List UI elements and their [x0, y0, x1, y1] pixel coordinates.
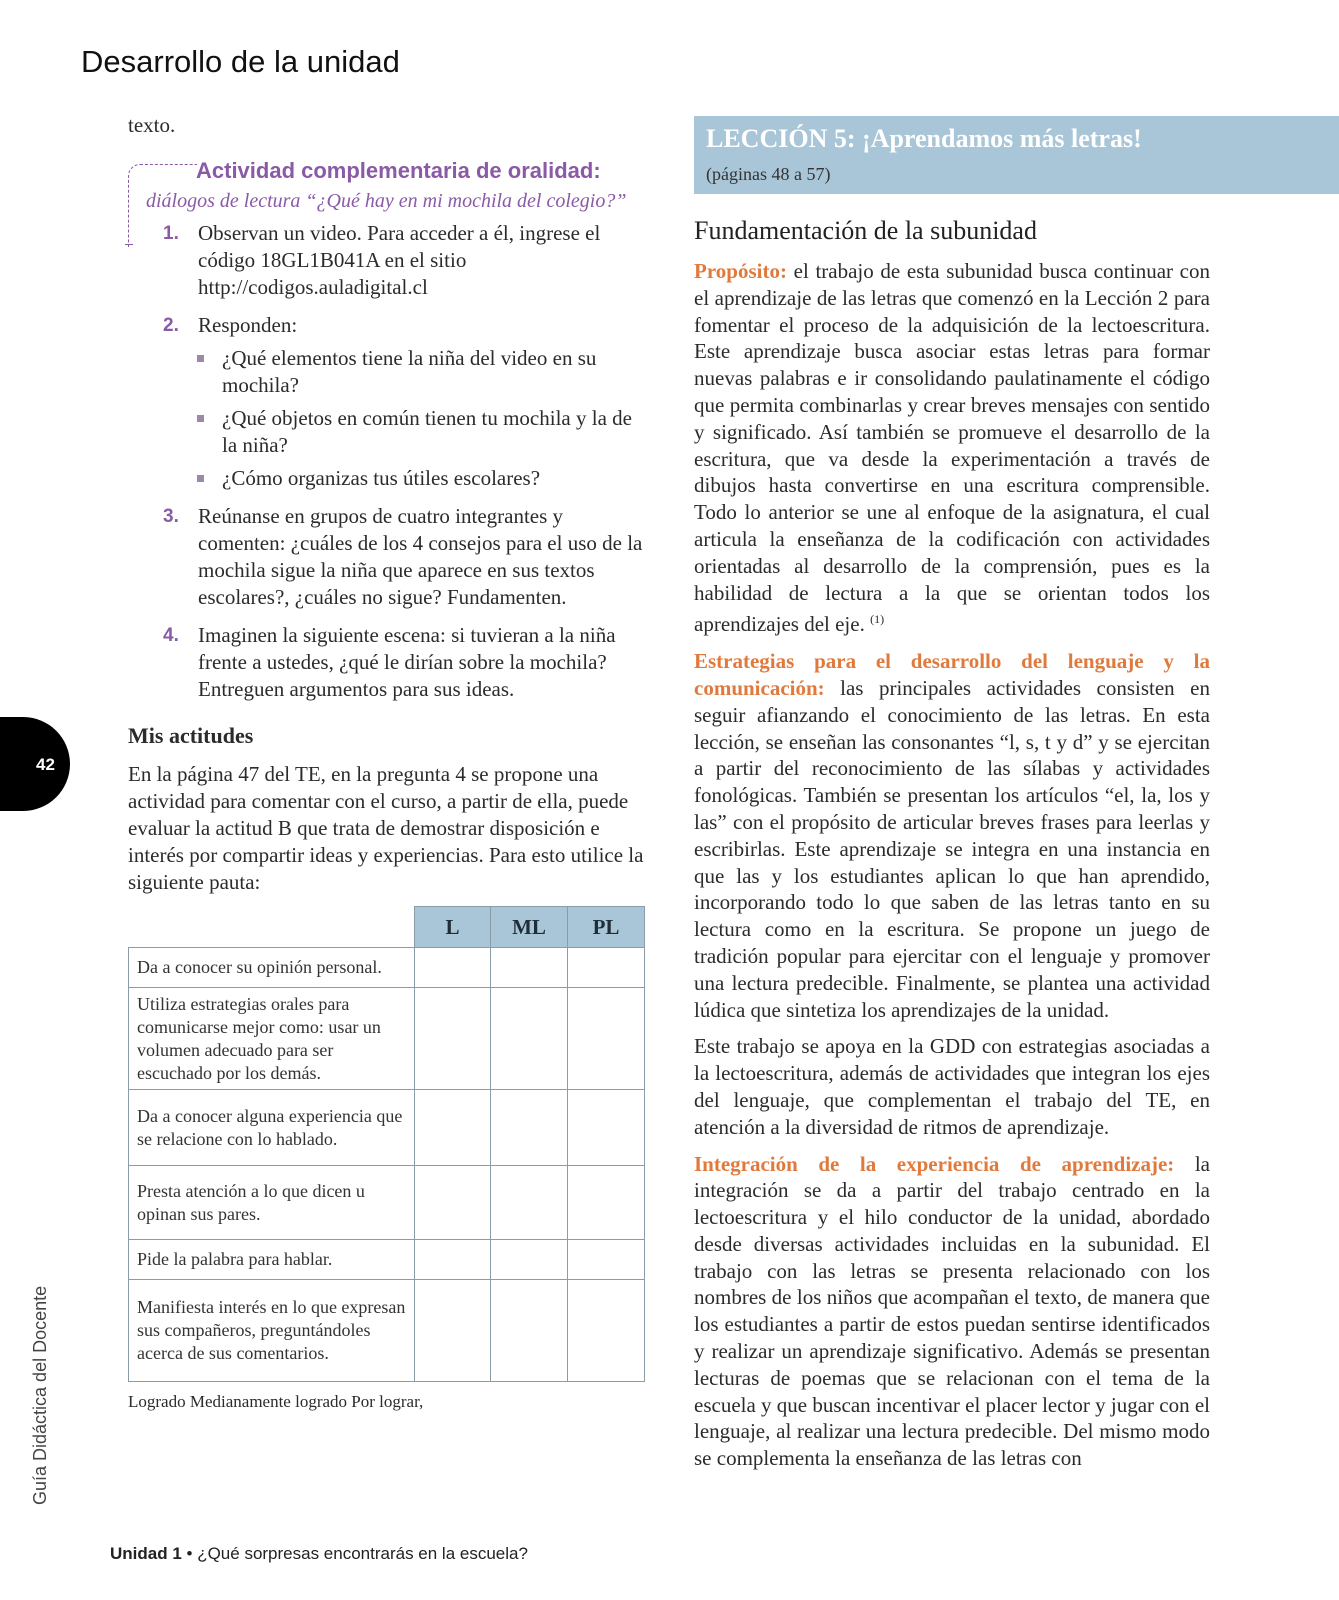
table-header-ml: ML: [491, 907, 568, 948]
label-estrategias: Estrategias para el desarrollo del lenguaje y la comunicación:: [694, 649, 1210, 700]
table-row: [129, 1280, 645, 1382]
table-row: [129, 948, 645, 988]
table-cell: Da a conocer su opinión personal.: [129, 948, 415, 988]
paragraph-gdd: Este trabajo se apoya en la GDD con estrategias asociadas a la lectoescritura, además de actividades que integran los ejes del lenguaje, que complementan el trabajo del TE, en atención a la diversidad de ritmos de aprendizaje.: [694, 1034, 1210, 1139]
lesson-banner: [694, 116, 1339, 194]
table-header-l: L: [415, 907, 491, 948]
bullet-item: [198, 345, 644, 399]
bullet-item: [198, 465, 644, 492]
check-cell[interactable]: [415, 1166, 491, 1240]
paragraph-estrategias: [694, 648, 1210, 1023]
section-title: Fundamentación de la subunidad: [694, 216, 1037, 245]
item-text: Observan un video. Para acceder a él, ingrese el código 18GL1B041A en el sitio http://codigos.auladigital.cl: [198, 221, 601, 299]
page-footer: [110, 1544, 528, 1564]
right-column-text: [694, 258, 1210, 1482]
activity-subtitle: diálogos de lectura “¿Qué hay en mi mochila del colegio?”: [146, 190, 627, 212]
table-cell: Pide la palabra para hablar.: [129, 1240, 415, 1280]
check-cell[interactable]: [491, 1240, 568, 1280]
check-cell[interactable]: [415, 1240, 491, 1280]
table-row: [129, 1090, 645, 1166]
lesson-pages: (páginas 48 a 57): [706, 164, 831, 184]
item-text: Reúnanse en grupos de cuatro integrantes y comenten: ¿cuáles de los 4 consejos para el uso de la mochila sigue la niña que aparece en sus textos escolares?, ¿cuáles no sigue? Fundamenten.: [198, 504, 643, 609]
page-number-tab: [0, 717, 70, 811]
square-bullet-icon: [197, 475, 204, 482]
check-cell[interactable]: [568, 1090, 645, 1166]
check-cell[interactable]: [568, 1240, 645, 1280]
item-text: Imaginen la siguiente escena: si tuvieran a la niña frente a ustedes, ¿qué le dirían sobre la mochila? Entreguen argumentos para sus ideas.: [198, 623, 616, 701]
check-cell[interactable]: [415, 1090, 491, 1166]
item-number: 4.: [163, 625, 179, 646]
check-cell[interactable]: [491, 1090, 568, 1166]
question-bullets: [198, 345, 644, 492]
bullet-text: ¿Cómo organizas tus útiles escolares?: [222, 466, 541, 490]
bullet-item: [198, 405, 644, 459]
bracket-tick: [125, 244, 133, 245]
lesson-title: LECCIÓN 5: ¡Aprendamos más letras!: [706, 124, 1142, 153]
text-integracion: la integración se da a partir del trabajo centrado en la lectoescritura y el hilo conductor de la unidad, abordado desde diversas actividades incluidas en la subunidad. El trabajo con las letras se presenta relacionado con los nombres de los niños que acompañan el texto, de manera que los estudiantes a partir de estos puedan sentirse identificados y realizar un aprendizaje significativo. Además se presentan lecturas de poemas que se relacionan con el tema de la escuela y que buscan incentivar el placer lector y jugar con el lenguaje, al realizar una lectura predecible. Del mismo modo se complementa la enseñanza de las letras con: [694, 1151, 1211, 1471]
check-cell[interactable]: [568, 1166, 645, 1240]
page-header: Desarrollo de la unidad: [81, 44, 400, 79]
check-cell[interactable]: [415, 948, 491, 988]
activity-title: Actividad complementaria de oralidad:: [196, 158, 601, 183]
table-row: [129, 988, 645, 1090]
square-bullet-icon: [197, 415, 204, 422]
footer-title: ¿Qué sorpresas encontrarás en la escuela?: [197, 1544, 528, 1563]
table-header-pl: PL: [568, 907, 645, 948]
intro-text: texto.: [128, 113, 176, 137]
check-cell[interactable]: [415, 988, 491, 1090]
label-proposito: Propósito:: [694, 259, 787, 283]
bullet-text: ¿Qué elementos tiene la niña del video en su mochila?: [222, 346, 597, 397]
check-cell[interactable]: [491, 948, 568, 988]
mis-actitudes-title: Mis actitudes: [128, 723, 254, 748]
check-cell[interactable]: [568, 1280, 645, 1382]
list-item: [146, 503, 644, 611]
mis-actitudes-text: En la página 47 del TE, en la pregunta 4 se propone una actividad para comentar con el curso, a partir de ella, puede evaluar la actitud B que trata de demostrar disposición e interés por compartir ideas y experiencias. Para esto utilice la siguiente pauta:: [128, 762, 644, 894]
item-text: Responden:: [198, 313, 298, 337]
text-proposito: el trabajo de esta subunidad busca continuar con el aprendizaje de las letras que comenzó en la Lección 2 para fomentar el proceso de la adquisición de la lectoescritura. Este aprendizaje busca asociar estas letras para formar nuevas palabras e ir consolidando paulatinamente el código que permita combinarlas y crear breves mensajes con sentido y significado. Así también se promueve el desarrollo de la escritura, que va desde la experimentación a través de dibujos hasta convertirse en una escritura comprensible. Todo lo anterior se une al enfoque de la asignatura, el cual articula la enseñanza de la codificación con actividades orientadas al desarrollo de la comprensión, pues es la habilidad de lectura a la que se orientan todos los aprendizajes del eje.: [694, 259, 1210, 637]
list-item: [146, 220, 644, 301]
item-number: 3.: [163, 506, 179, 527]
square-bullet-icon: [197, 355, 204, 362]
table-row: [129, 1166, 645, 1240]
left-column: [128, 112, 644, 1412]
check-cell[interactable]: [491, 1166, 568, 1240]
bullet-text: ¿Qué objetos en común tienen tu mochila y la de la niña?: [222, 406, 632, 457]
activity-list: [146, 220, 644, 703]
activity-box: [128, 156, 644, 703]
item-number: 2.: [163, 315, 179, 336]
table-cell: Utiliza estrategias orales para comunicarse mejor como: usar un volumen adecuado para ser escuchado por los demás.: [129, 988, 415, 1090]
list-item: [146, 312, 644, 492]
paragraph-integracion: [694, 1151, 1210, 1473]
table-legend: Logrado Medianamente logrado Por lograr,: [128, 1392, 424, 1411]
footnote-ref: (1): [870, 612, 885, 627]
paragraph-proposito: [694, 258, 1210, 638]
footer-separator: •: [181, 1544, 198, 1563]
table-cell: Manifiesta interés en lo que expresan sus compañeros, preguntándoles acerca de sus comentarios.: [129, 1280, 415, 1382]
table-cell: Da a conocer alguna experiencia que se relacione con lo hablado.: [129, 1090, 415, 1166]
table-row: [129, 1240, 645, 1280]
table-corner: [129, 907, 415, 948]
footer-unit: Unidad 1: [110, 1544, 182, 1563]
check-cell[interactable]: [491, 988, 568, 1090]
label-integracion: Integración de la experiencia de aprendizaje:: [694, 1151, 1175, 1176]
check-cell[interactable]: [568, 988, 645, 1090]
list-item: [146, 622, 644, 703]
evaluation-table: [128, 906, 645, 1382]
vertical-guide-label: Guía Didáctica del Docente: [30, 1285, 50, 1505]
table-cell: Presta atención a lo que dicen u opinan sus pares.: [129, 1166, 415, 1240]
page-number: 42: [36, 755, 55, 774]
check-cell[interactable]: [415, 1280, 491, 1382]
check-cell[interactable]: [491, 1280, 568, 1382]
check-cell[interactable]: [568, 948, 645, 988]
text-estrategias: las principales actividades consisten en seguir afianzando el conocimiento de las letras. En esta lección, se enseñan las consonantes “l, s, t y d” y se ejercitan a partir del reconocimiento de las sílabas y actividades fonológicas. También se presentan los artículos “el, la, los y las” con el propósito de articular breves frases para leerlas y escribirlas. Este aprendizaje se integra en una instancia en que las y los estudiantes aplican lo que han aprendido, incorporando todo lo que saben de las letras tanto en su lectura como en la escritura. Se propone un juego de tradición popular para ejercitar con el lenguaje y promover una lectura predecible. Finalmente, se plantea una actividad lúdica que sintetiza los aprendizajes de la unidad.: [694, 675, 1210, 1022]
item-number: 1.: [163, 223, 179, 244]
